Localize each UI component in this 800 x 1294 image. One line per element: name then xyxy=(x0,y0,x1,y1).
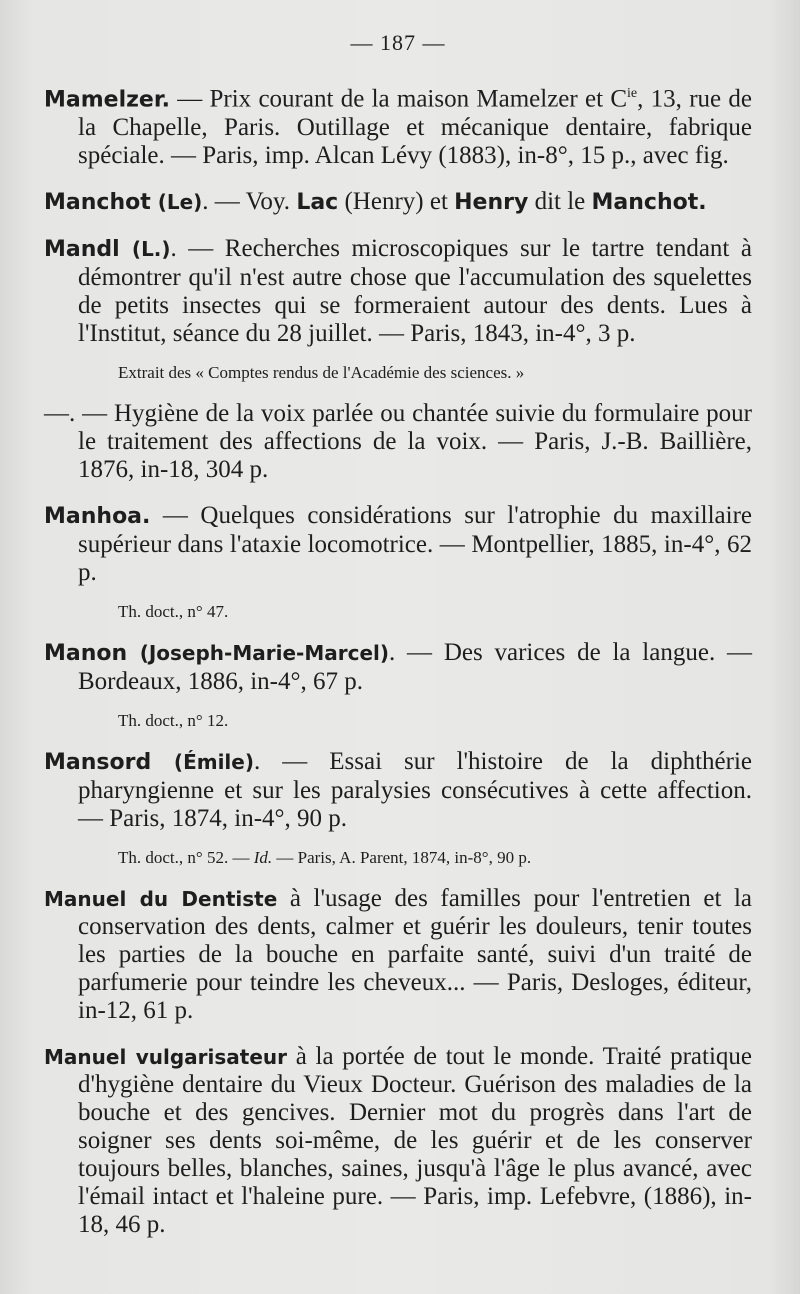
entry-head: —. xyxy=(44,400,76,428)
entry-note: Th. doct., n° 12. xyxy=(118,711,229,731)
entry-text: . — Essai sur l'histoire de la diphthérie pharyngienne et sur les paralysies consécutives à cette affection. — Paris, 1874, in-4°, 90 p. xyxy=(78,748,752,833)
entry-text: — Prix courant de la maison Mamelzer et C xyxy=(169,85,628,113)
entry-manhoa xyxy=(44,502,752,587)
cross-ref-manchot: Manchot. xyxy=(591,190,707,216)
entry-manuel-vulgarisateur xyxy=(44,1043,752,1239)
entry-head: Mansord xyxy=(44,750,152,776)
entry-manon xyxy=(44,639,752,696)
entry-paren: (Émile) xyxy=(151,750,254,775)
cross-ref-henry: Henry xyxy=(454,190,529,216)
entry-text: — Quelques considérations sur l'atrophie du maxillaire supérieur dans l'ataxie locomotrice. — Montpellier, 1885, in-4°, 62 p. xyxy=(78,502,752,587)
entry-paren: (L.) xyxy=(119,237,171,262)
entry-sup: ie xyxy=(627,86,638,101)
entry-head: Manuel du Dentiste xyxy=(44,887,278,912)
cross-ref-lac: Lac xyxy=(296,190,339,216)
entry-head: Manchot xyxy=(44,190,151,216)
entry-text: . — Des varices de la langue. — Bordeaux, 1886, in-4°, 67 p. xyxy=(78,639,752,696)
entry-text: dit le xyxy=(528,188,592,216)
entry-note xyxy=(78,847,752,869)
entry-text: à l'usage des familles pour l'entretien et la conservation des dents, calmer et guérir les douleurs, tenir toutes les parties de la bouche en parfaite santé, suivi d'un traité de parfumerie pour teindre les cheveux... — Paris, Desloges, éditeur, in-12, 61 p. xyxy=(78,885,753,1025)
entry-head: Manhoa. xyxy=(44,504,151,530)
entry-head: Mandl xyxy=(44,237,120,263)
entry-mansord xyxy=(44,748,752,833)
entry-paren: (Joseph-Marie-Marcel) xyxy=(127,641,389,666)
entry-note: Th. doct., n° 47. xyxy=(118,602,229,622)
entry-mamelzer xyxy=(44,80,752,170)
entry-head: Mamelzer. xyxy=(44,87,170,113)
entry-head: Manuel vulgarisateur xyxy=(44,1045,287,1070)
page-number: — 187 — xyxy=(350,30,446,55)
entry-head: Manon xyxy=(44,641,128,667)
entry-text: (Henry) et xyxy=(338,188,455,216)
entry-mandl-2 xyxy=(44,400,752,484)
entry-text: . — Voy. xyxy=(202,188,297,216)
entry-note: Extrait des « Comptes rendus de l'Académie des sciences. » xyxy=(118,363,525,383)
entry-mandl xyxy=(44,235,752,348)
entry-text: à la portée de tout le monde. Traité pratique d'hygiène dentaire du Vieux Docteur. Guérison des maladies de la bouche et des gencives. Dernier mot du progrès dans l'art de soigner ses dents soi-même, de les guérir et de les conserver toujours belles, blanches, saines, jusqu'à l'âge le plus avancé, avec l'émail intact et l'haleine pure. — Paris, imp. Lefebvre, (1886), in-18, 46 p. xyxy=(78,1043,752,1239)
entry-text: — Hygiène de la voix parlée ou chantée suivie du formulaire pour le traitement des affections de la voix. — Paris, J.-B. Baillière, 1876, in-18, 304 p. xyxy=(75,400,752,484)
note-italic: Id. xyxy=(253,848,273,868)
entry-manuel-dentiste xyxy=(44,885,752,1025)
entry-manchot xyxy=(44,188,752,217)
note-text: Th. doct., n° 52. — xyxy=(118,848,254,868)
entry-text: , 13, rue de la Chapelle, Paris. Outillage et mécanique dentaire, fabrique spéciale. — Paris, imp. Alcan Lévy (1883), in-8°, 15 p., avec fig. xyxy=(78,85,752,170)
entry-paren: (Le) xyxy=(150,190,203,215)
entry-text: . — Recherches microscopiques sur le tartre tendant à démontrer qu'il n'est autre chose que l'accumulation des squelettes de petits insectes qui se formeraient autour des dents. Lues à l'Institut, séance du 28 juillet. — Paris, 1843, in-4°, 3 p. xyxy=(78,235,752,348)
note-text: — Paris, A. Parent, 1874, in-8°, 90 p. xyxy=(272,848,532,868)
